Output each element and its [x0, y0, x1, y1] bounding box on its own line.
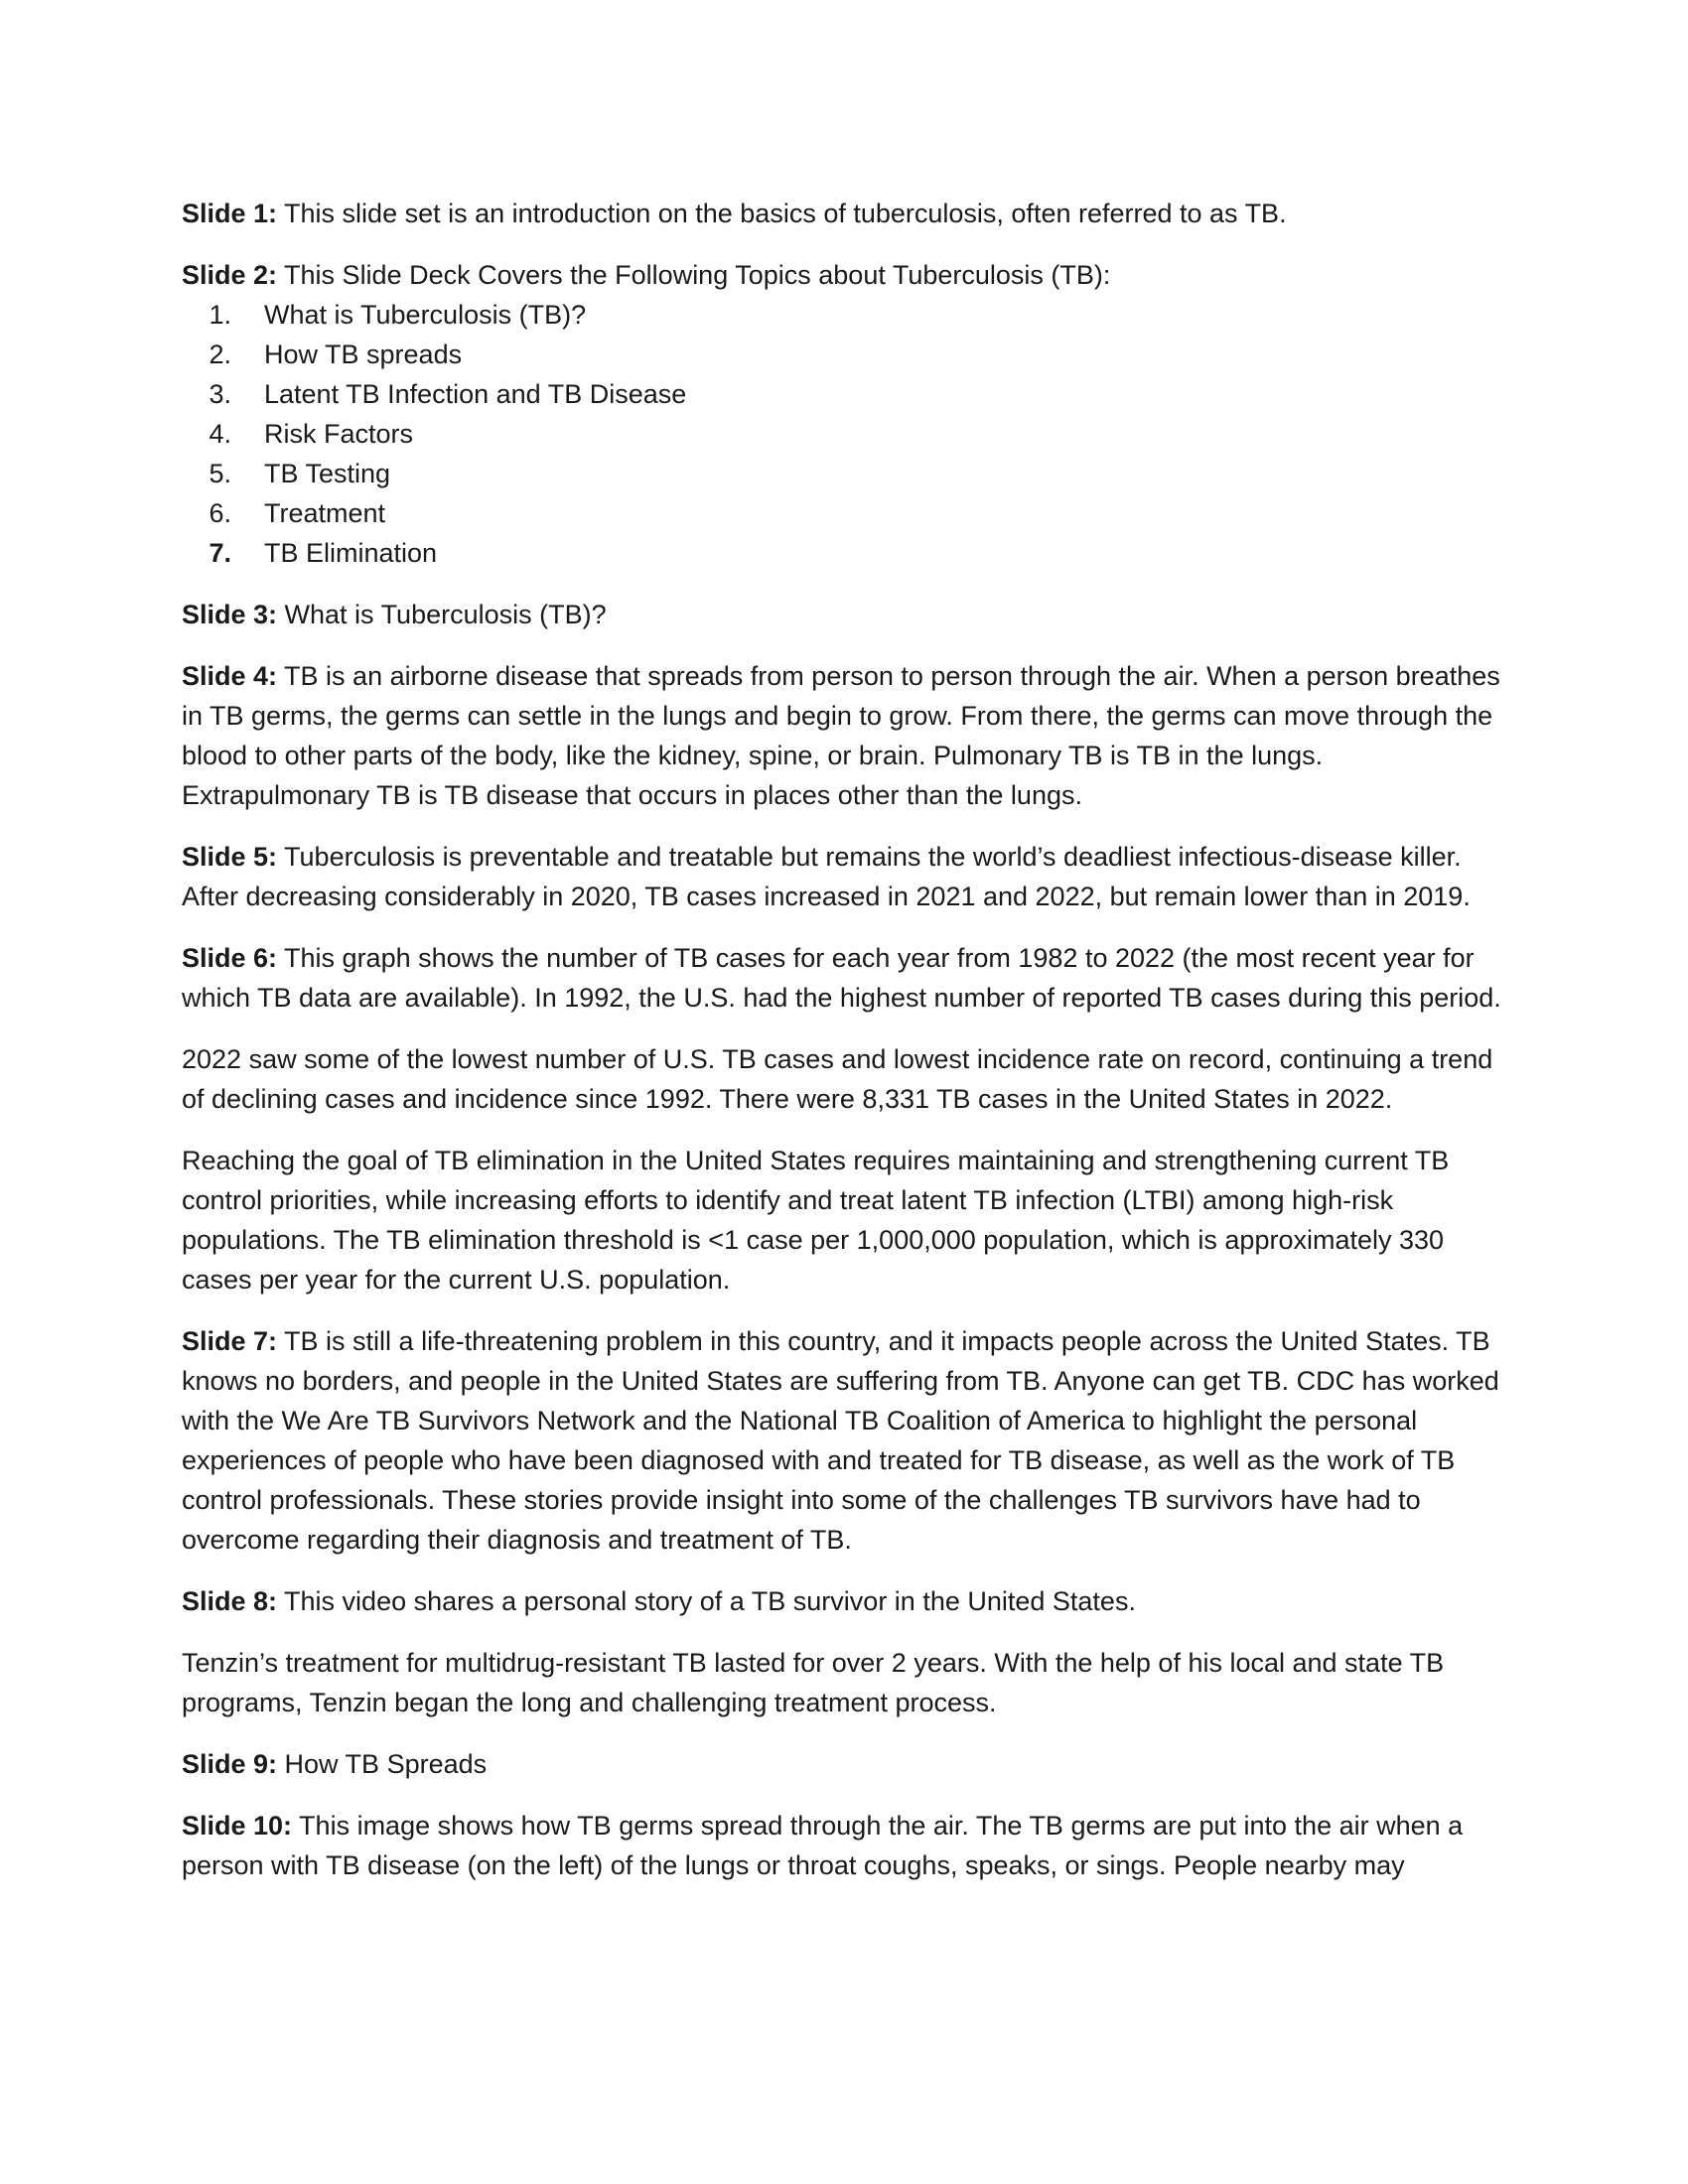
slide-label: Slide 9: — [182, 1749, 278, 1779]
slide-10-paragraph — [182, 1806, 1512, 1885]
list-item — [182, 414, 1512, 454]
list-number: 2. — [209, 340, 231, 369]
slide-text: Tuberculosis is preventable and treatable but remains the world’s deadliest infectious-disease killer. After decreasing considerably in 2020, TB cases increased in 2021 and 2022, but remain lower than in 2019. — [182, 842, 1471, 911]
slide-label: Slide 1: — [182, 199, 278, 228]
slide-2-paragraph — [182, 255, 1512, 295]
list-number: 4. — [209, 419, 231, 449]
slide-label: Slide 2: — [182, 260, 278, 290]
slide-text: What is Tuberculosis (TB)? — [277, 600, 607, 629]
document-page — [182, 194, 1512, 1907]
slide-text: TB is still a life-threatening problem in this country, and it impacts people across the United States. TB knows no borders, and people in the United States are suffering from TB. Anyone can get TB. CDC has worked with the We Are TB Survivors Network and the National TB Coalition of America to highlight the personal experiences of people who have been diagnosed with and treated for TB disease, as well as the work of TB control professionals. These stories provide insight into some of the challenges TB survivors have had to overcome regarding their diagnosis and treatment of TB. — [182, 1326, 1499, 1555]
topics-list — [182, 295, 1512, 573]
list-number: 5. — [209, 459, 231, 488]
slide-text: This video shares a personal story of a TB survivor in the United States. — [277, 1586, 1136, 1616]
slide-6-paragraph — [182, 938, 1512, 1018]
slide-label: Slide 3: — [182, 600, 278, 629]
slide-label: Slide 6: — [182, 943, 278, 973]
slide-text: This slide set is an introduction on the basics of tuberculosis, often referred to as TB. — [277, 199, 1287, 228]
slide-6-paragraph-3: Reaching the goal of TB elimination in the United States requires maintaining and strengthening current TB control priorities, while increasing efforts to identify and treat latent TB infection (LTBI) among high-risk populations. The TB elimination threshold is <1 case per 1,000,000 population, which is approximately 330 cases per year for the current U.S. population. — [182, 1146, 1450, 1295]
list-number: 1. — [209, 300, 231, 330]
slide-9-paragraph — [182, 1744, 1512, 1784]
slide-label: Slide 5: — [182, 842, 278, 872]
list-item — [182, 374, 1512, 414]
slide-6-paragraph-2: 2022 saw some of the lowest number of U.S. TB cases and lowest incidence rate on record, continuing a trend of declining cases and incidence since 1992. There were 8,331 TB cases in the United States in 2022. — [182, 1044, 1493, 1114]
list-item — [182, 335, 1512, 374]
slide-3-paragraph — [182, 595, 1512, 634]
slide-label: Slide 4: — [182, 661, 278, 691]
slide-4-paragraph — [182, 656, 1512, 815]
list-text: Risk Factors — [264, 419, 414, 449]
slide-text: This Slide Deck Covers the Following Topics about Tuberculosis (TB): — [277, 260, 1111, 290]
slide-1-paragraph — [182, 194, 1512, 233]
slide-label: Slide 10: — [182, 1811, 293, 1841]
list-text: What is Tuberculosis (TB)? — [264, 300, 587, 330]
list-item — [182, 493, 1512, 533]
list-text: Latent TB Infection and TB Disease — [264, 379, 687, 409]
slide-text: How TB Spreads — [277, 1749, 488, 1779]
list-text: TB Testing — [264, 459, 391, 488]
slide-text: TB is an airborne disease that spreads from person to person through the air. When a person breathes in TB germs, the germs can settle in the lungs and begin to grow. From there, the germs can move through the blood to other parts of the body, like the kidney, spine, or brain. Pulmonary TB is TB in the lungs. Extrapulmonary TB is TB disease that occurs in places other than the lungs. — [182, 661, 1500, 810]
slide-7-paragraph — [182, 1321, 1512, 1560]
slide-8-paragraph-2: Tenzin’s treatment for multidrug-resistant TB lasted for over 2 years. With the help of his local and state TB programs, Tenzin began the long and challenging treatment process. — [182, 1648, 1445, 1717]
slide-text: This graph shows the number of TB cases for each year from 1982 to 2022 (the most recent year for which TB data are available). In 1992, the U.S. had the highest number of reported TB cases during this period. — [182, 943, 1501, 1013]
list-number: 3. — [209, 379, 231, 409]
slide-5-paragraph — [182, 837, 1512, 916]
list-number: 6. — [209, 498, 231, 528]
slide-8-paragraph — [182, 1581, 1512, 1621]
list-text: TB Elimination — [264, 538, 438, 568]
slide-label: Slide 8: — [182, 1586, 278, 1616]
list-number: 7. — [209, 538, 231, 568]
list-item — [182, 533, 1512, 573]
slide-text: This image shows how TB germs spread through the air. The TB germs are put into the air when a person with TB disease (on the left) of the lungs or throat coughs, speaks, or sings. People nearby may — [182, 1811, 1464, 1880]
list-text: How TB spreads — [264, 340, 463, 369]
list-item — [182, 295, 1512, 335]
list-text: Treatment — [264, 498, 386, 528]
list-item — [182, 454, 1512, 493]
slide-label: Slide 7: — [182, 1326, 278, 1356]
